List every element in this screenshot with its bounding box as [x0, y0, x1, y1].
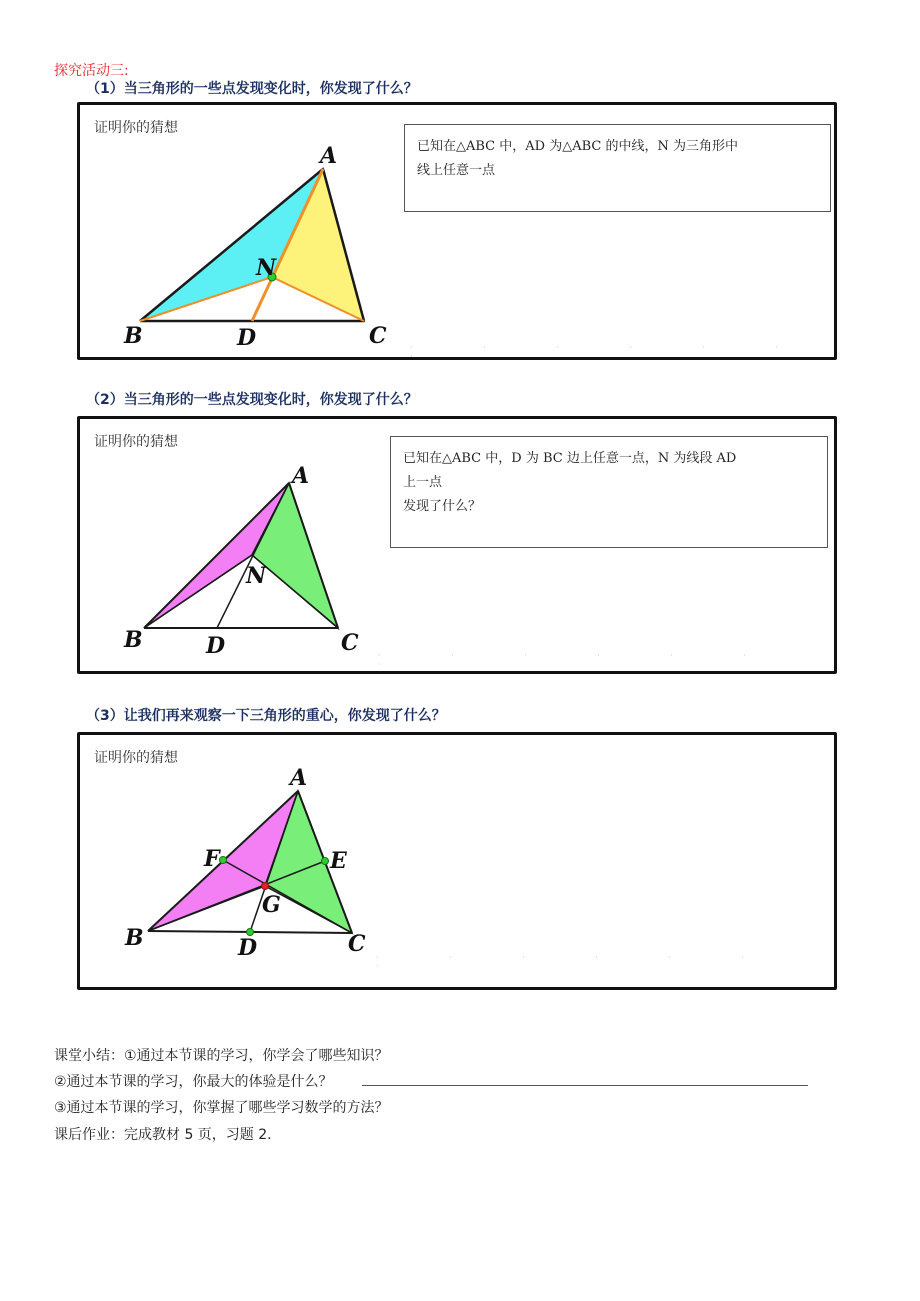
label-a: A	[290, 765, 308, 791]
question-2: （2）当三角形的一些点发现变化时，你发现了什么？	[86, 392, 418, 408]
decorative-dots: · · · · · · ·	[376, 953, 778, 971]
label-f: F	[204, 846, 220, 872]
question-3: （3）让我们再来观察一下三角形的重心，你发现了什么？	[86, 708, 446, 724]
label-c: C	[348, 931, 366, 957]
label-c: C	[341, 630, 359, 656]
label-b: B	[124, 627, 143, 653]
decorative-dots: · · · · · · ·	[378, 651, 780, 669]
point-g	[262, 883, 269, 890]
label-c: C	[369, 323, 387, 349]
label-d: D	[237, 325, 257, 351]
label-g: G	[262, 892, 281, 918]
summary-intro: 课堂小结：①通过本节课的学习，你学会了哪些知识？	[54, 1048, 389, 1064]
answer-blank-line[interactable]	[362, 1085, 808, 1086]
summary-question-2: ②通过本节课的学习，你最大的体验是什么？	[54, 1074, 333, 1090]
figure-3	[80, 735, 834, 987]
label-e: E	[330, 848, 347, 874]
panel-1	[77, 102, 837, 360]
panel-label-1: 证明你的猜想	[94, 120, 178, 136]
label-b: B	[125, 925, 144, 951]
decorative-dots: · · · · · · ·	[410, 343, 812, 361]
figure-2	[80, 419, 834, 671]
panel-3	[77, 732, 837, 990]
panel-label-3: 证明你的猜想	[94, 750, 178, 766]
activity-title: 探究活动三:	[54, 63, 129, 79]
figure-1	[80, 105, 834, 357]
point-e	[322, 858, 329, 865]
label-d: D	[206, 633, 226, 659]
label-a: A	[320, 143, 338, 169]
homework: 课后作业：完成教材 5 页，习题 2.	[54, 1127, 272, 1143]
given-line: 线上任意一点	[417, 163, 496, 178]
question-1: （1）当三角形的一些点发现变化时，你发现了什么？	[86, 81, 418, 97]
summary-question-3: ③通过本节课的学习，你掌握了哪些学习数学的方法？	[54, 1100, 389, 1116]
label-d: D	[238, 935, 258, 961]
given-line: 已知在△ABC 中，AD 为△ABC 的中线，N 为三角形中	[417, 139, 738, 154]
label-n: N	[256, 255, 277, 281]
given-line: 上一点	[403, 475, 443, 490]
triangle-acn-fill	[252, 483, 338, 628]
given-line: 已知在△ABC 中，D 为 BC 边上任意一点，N 为线段 AD	[403, 451, 737, 466]
label-n: N	[246, 563, 267, 589]
label-b: B	[124, 323, 143, 349]
label-a: A	[292, 463, 310, 489]
given-line: 发现了什么？	[403, 499, 482, 514]
point-f	[220, 857, 227, 864]
panel-label-2: 证明你的猜想	[94, 434, 178, 450]
panel-2	[77, 416, 837, 674]
